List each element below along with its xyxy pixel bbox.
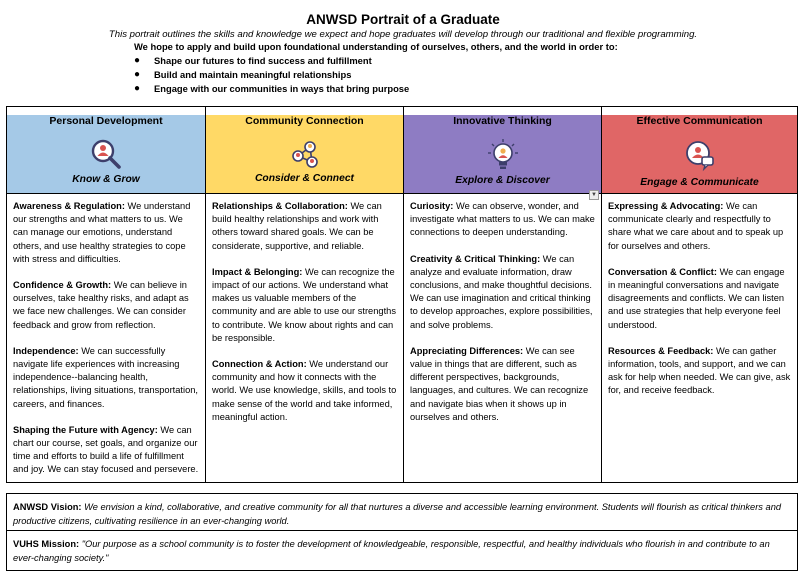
column-body: [602, 194, 797, 398]
mission-box: [6, 531, 798, 571]
list-item: Relationships & Collaboration: We can build healthy relationships and work with others toward shared goals. We can be considerate, supportive, and reliable.: [212, 201, 382, 251]
intro-text: We hope to apply and build upon foundational understanding of ourselves, others, and the world in order to:: [134, 41, 618, 52]
column-subtitle: Engage & Communicate: [640, 177, 759, 188]
column-personal-development: [7, 107, 205, 482]
vision-label: ANWSD Vision:: [13, 502, 82, 512]
page-title: ANWSD Portrait of a Graduate: [306, 12, 500, 27]
list-item: Connection & Action: We understand our community and how it connects with the world. We use knowledge, skills, and tools to make sense of the world and take informed, meaningful action.: [212, 359, 397, 422]
column-header: [602, 115, 797, 194]
column-header: [404, 115, 601, 194]
column-header: [206, 115, 403, 194]
list-item: ● Engage with our communities in ways that bring purpose: [134, 83, 410, 94]
column-community-connection: [205, 107, 403, 482]
goals-list: [130, 54, 409, 96]
column-effective-communication: [601, 107, 797, 482]
vision-text: We envision a kind, collaborative, and creative community for all that nurtures a diverse and accessible learning environment. Students will flourish as critical thinkers and productive citizens, cultivating resilience in an ever-changing world.: [13, 502, 782, 526]
mission-statement: [7, 531, 797, 565]
column-innovative-thinking: [403, 107, 601, 482]
list-item: Conversation & Conflict: We can engage in meaningful conversations and navigate disagreements and conflicts. We can listen and use strategies that help everyone feel understood.: [608, 266, 785, 330]
column-body: [404, 194, 601, 424]
magnifier-person-icon: [89, 138, 123, 172]
document-header: [0, 11, 806, 41]
column-title: Personal Development: [49, 115, 163, 127]
column-body: [7, 194, 205, 477]
vision-box: [6, 493, 798, 531]
portrait-table: [6, 106, 798, 483]
vision-statement: [7, 494, 797, 528]
list-item: Resources & Feedback: We can gather information, tools, and support, and we can ask for help when needed. We can give, ask for, and receive feedback.: [608, 345, 791, 396]
column-title: Effective Communication: [636, 115, 763, 127]
list-item: Impact & Belonging: We can recognize the impact of our actions. We understand what makes us valuable members of the community and are able to use our strengths to contribute. We know about rights and can be responsible.: [212, 266, 396, 343]
list-item: Shaping the Future with Agency: We can chart our course, set goals, and organize our time and efforts to build a life of fulfillment and joy. We can stay focused and persevere.: [13, 424, 199, 475]
list-item: Independence: We can successfully navigate life experiences with increasing independence--balancing health, relationships, living situations, transportation, careers, and finances.: [13, 345, 199, 409]
list-item: Creativity & Critical Thinking: We can analyze and evaluate information, draw conclusions, and make thoughtful decisions. We can use imagination and critical thinking to develop approaches, explore possibilities, and solve problems.: [410, 253, 593, 330]
list-item: ● Build and maintain meaningful relationships: [134, 69, 352, 80]
mission-label: VUHS Mission:: [13, 539, 80, 549]
page-subtitle: This portrait outlines the skills and knowledge we expect and hope graduates will develop through our traditional and flexible programming.: [108, 29, 698, 40]
list-item: Confidence & Growth: We can believe in ourselves, take healthy risks, and adapt as we face new challenges. We can consider feedback and grow from reflection.: [13, 280, 189, 330]
lightbulb-icon: [486, 138, 520, 172]
column-header: [7, 115, 205, 194]
list-item: Appreciating Differences: We can see value in things that are different, such as different perspectives, backgrounds, languages, and cultures. We can recognize and navigate bias when it shows up in ourselves and others.: [410, 345, 589, 422]
column-subtitle: Know & Grow: [72, 174, 140, 185]
column-body: [206, 194, 403, 424]
list-item: Expressing & Advocating: We can communicate clearly and respectfully to share what we care about and to speak up for ourselves and others.: [608, 201, 784, 251]
mission-text: "Our purpose as a school community is to foster the development of knowledgeable, responsible, respectful, and healthy individuals who flourish in and contribute to an ever-changing society.": [13, 539, 770, 563]
column-title: Innovative Thinking: [453, 115, 552, 127]
dropdown-toggle-icon[interactable]: ▼: [589, 190, 599, 200]
column-title: Community Connection: [245, 115, 364, 127]
list-item: Awareness & Regulation: We understand our strengths and what matters to us. We can manage our emotions, understand others, and use healthy strategies to cope with stress and difficulties.: [13, 201, 191, 264]
list-item: Curiosity: We can observe, wonder, and investigate what matters to us. We can make connections to deepen understanding.: [410, 201, 595, 238]
people-network-icon: [288, 138, 322, 172]
column-subtitle: Consider & Connect: [255, 173, 354, 184]
column-subtitle: Explore & Discover: [455, 175, 550, 186]
speech-person-icon: [683, 138, 717, 172]
list-item: ● Shape our futures to find success and fulfillment: [134, 55, 372, 66]
